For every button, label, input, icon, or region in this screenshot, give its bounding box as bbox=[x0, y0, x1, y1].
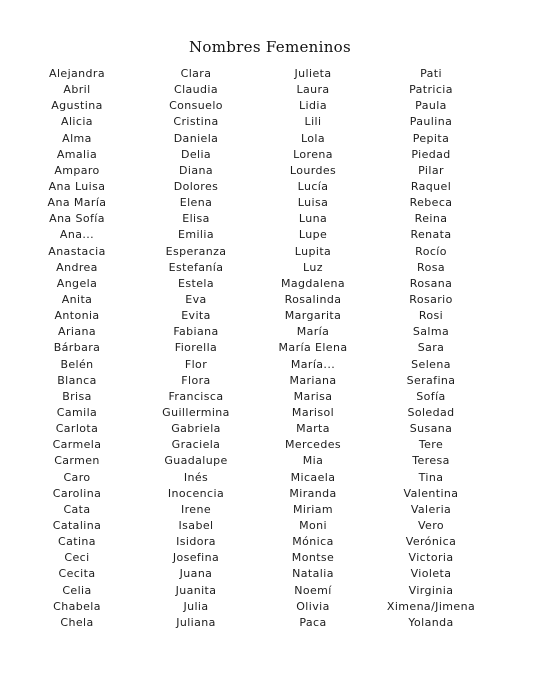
name-item: Micaela bbox=[290, 470, 336, 484]
name-item: Guillermina bbox=[162, 405, 230, 419]
name-item: Emilia bbox=[178, 228, 214, 242]
name-item: Julia bbox=[183, 599, 209, 613]
name-item: Francisca bbox=[168, 389, 224, 403]
name-item: Vero bbox=[417, 518, 445, 532]
name-item: Diana bbox=[179, 163, 213, 177]
name-item: Cata bbox=[63, 502, 91, 516]
name-item: Natalia bbox=[292, 567, 334, 581]
name-item: Catina bbox=[58, 535, 96, 549]
name-item: Camila bbox=[56, 405, 98, 419]
name-item: Rocío bbox=[415, 244, 447, 258]
name-item: Marisol bbox=[291, 405, 335, 419]
name-item: Carolina bbox=[52, 486, 102, 500]
name-item: Chela bbox=[60, 615, 94, 629]
name-item: Paulina bbox=[409, 115, 453, 129]
name-item: Belén bbox=[60, 357, 94, 371]
name-item: Rosi bbox=[418, 309, 444, 323]
page-title: Nombres Femeninos bbox=[188, 38, 351, 56]
name-item: Luisa bbox=[297, 196, 329, 210]
name-item: Olivia bbox=[296, 599, 330, 613]
name-item: Violeta bbox=[410, 567, 452, 581]
name-item: Magdalena bbox=[280, 276, 346, 290]
name-item: Abril bbox=[63, 83, 91, 97]
name-item: Victoria bbox=[408, 551, 454, 565]
name-item: Salma bbox=[412, 325, 450, 339]
name-item: Piedad bbox=[411, 147, 451, 161]
name-item: Mónica bbox=[292, 535, 334, 549]
name-item: Susana bbox=[409, 422, 453, 436]
name-item: Amparo bbox=[54, 163, 100, 177]
name-item: Rosario bbox=[409, 292, 453, 306]
name-item: Graciela bbox=[171, 438, 221, 452]
name-item: Lorena bbox=[293, 147, 333, 161]
name-item: Selena bbox=[411, 357, 451, 371]
name-item: Paca bbox=[299, 615, 327, 629]
name-item: Mercedes bbox=[284, 438, 342, 452]
name-item: Juana bbox=[179, 567, 213, 581]
name-item: María bbox=[296, 325, 330, 339]
name-item: Evita bbox=[181, 309, 211, 323]
name-item: Carlota bbox=[55, 422, 99, 436]
name-item: Mia bbox=[302, 454, 324, 468]
name-item: Claudia bbox=[173, 83, 219, 97]
name-item: Margarita bbox=[284, 309, 342, 323]
name-item: Rebeca bbox=[409, 196, 453, 210]
name-item: Laura bbox=[296, 83, 330, 97]
name-item: Consuelo bbox=[169, 99, 223, 113]
name-item: Cecita bbox=[58, 567, 96, 581]
name-item: Ana Luisa bbox=[48, 179, 106, 193]
name-item: Alicia bbox=[61, 115, 93, 129]
name-item: Dolores bbox=[173, 179, 219, 193]
name-item: Tere bbox=[418, 438, 444, 452]
name-item: Delia bbox=[180, 147, 212, 161]
name-item: Elisa bbox=[182, 212, 210, 226]
name-item: Moni bbox=[299, 518, 327, 532]
name-item: Verónica bbox=[405, 535, 457, 549]
name-item: Rosana bbox=[409, 276, 453, 290]
name-item: Serafina bbox=[406, 373, 456, 387]
name-item: Paula bbox=[415, 99, 447, 113]
name-item: Bárbara bbox=[53, 341, 101, 355]
name-item: Josefina bbox=[172, 551, 220, 565]
name-item: Lili bbox=[304, 115, 322, 129]
name-item: Julieta bbox=[294, 67, 332, 80]
name-item: Alma bbox=[62, 131, 92, 145]
name-item: Soledad bbox=[407, 405, 455, 419]
name-item: María Elena bbox=[278, 341, 348, 355]
name-item: Virginia bbox=[408, 583, 454, 597]
name-item: Flora bbox=[181, 373, 211, 387]
name-item: Fabiana bbox=[173, 325, 219, 339]
name-item: Isidora bbox=[176, 535, 216, 549]
name-item: Lupe bbox=[298, 228, 328, 242]
name-item: Raquel bbox=[410, 179, 452, 193]
name-item: Catalina bbox=[52, 518, 102, 532]
name-item: Inés bbox=[183, 470, 209, 484]
name-item: Yolanda bbox=[408, 615, 454, 629]
names-column-4 bbox=[371, 66, 491, 631]
name-item: Alejandra bbox=[49, 67, 105, 80]
name-item: María... bbox=[290, 357, 336, 371]
name-item: Lidia bbox=[299, 99, 327, 113]
name-item: Inocencia bbox=[167, 486, 225, 500]
name-item: Noemí bbox=[294, 583, 332, 597]
name-item: Ariana bbox=[58, 325, 96, 339]
names-column-2 bbox=[136, 66, 256, 631]
names-column-3 bbox=[253, 66, 373, 631]
name-item: Valentina bbox=[403, 486, 459, 500]
name-item: Isabel bbox=[178, 518, 214, 532]
names-column-1 bbox=[17, 66, 137, 631]
name-item: Fiorella bbox=[174, 341, 218, 355]
name-item: Valeria bbox=[410, 502, 452, 516]
name-item: Pilar bbox=[418, 163, 444, 177]
name-item: Lupita bbox=[294, 244, 332, 258]
name-item: Estela bbox=[178, 276, 214, 290]
name-item: Flor bbox=[184, 357, 208, 371]
name-item: Reina bbox=[414, 212, 448, 226]
name-item: Ceci bbox=[64, 551, 90, 565]
name-item: Mariana bbox=[289, 373, 337, 387]
name-item: Carmela bbox=[52, 438, 102, 452]
name-item: Rosa bbox=[417, 260, 445, 274]
name-item: Celia bbox=[62, 583, 92, 597]
name-item: Agustina bbox=[51, 99, 103, 113]
name-item: Chabela bbox=[53, 599, 101, 613]
name-item: Cristina bbox=[173, 115, 219, 129]
name-item: Juliana bbox=[176, 615, 216, 629]
name-item: Lourdes bbox=[289, 163, 337, 177]
name-item: Montse bbox=[291, 551, 335, 565]
name-item: Anita bbox=[61, 292, 93, 306]
name-item: Teresa bbox=[412, 454, 450, 468]
name-item: Juanita bbox=[175, 583, 217, 597]
name-item: Patricia bbox=[409, 83, 453, 97]
name-item: Pati bbox=[420, 67, 442, 80]
name-item: Ana Sofía bbox=[49, 212, 105, 226]
name-item: Brisa bbox=[62, 389, 92, 403]
name-item: Ana... bbox=[59, 228, 95, 242]
name-item: Andrea bbox=[56, 260, 98, 274]
name-item: Caro bbox=[63, 470, 91, 484]
name-item: Renata bbox=[410, 228, 452, 242]
name-item: Luz bbox=[303, 260, 323, 274]
name-item: Miranda bbox=[289, 486, 337, 500]
name-item: Blanca bbox=[57, 373, 97, 387]
name-item: Gabriela bbox=[171, 422, 221, 436]
name-item: Antonia bbox=[54, 309, 100, 323]
name-item: Angela bbox=[56, 276, 98, 290]
name-item: Miriam bbox=[293, 502, 333, 516]
name-item: Marisa bbox=[293, 389, 333, 403]
name-item: Sara bbox=[417, 341, 445, 355]
name-item: Esperanza bbox=[165, 244, 227, 258]
name-item: Anastacia bbox=[48, 244, 106, 258]
name-item: Lola bbox=[300, 131, 326, 145]
name-item: Carmen bbox=[54, 454, 100, 468]
name-item: Lucía bbox=[297, 179, 329, 193]
name-item: Pepita bbox=[412, 131, 450, 145]
name-item: Guadalupe bbox=[164, 454, 228, 468]
name-item: Daniela bbox=[173, 131, 219, 145]
name-item: Tina bbox=[418, 470, 444, 484]
name-item: Elena bbox=[179, 196, 213, 210]
name-item: Rosalinda bbox=[284, 292, 342, 306]
name-item: Ana María bbox=[47, 196, 107, 210]
name-item: Ximena/Jimena bbox=[386, 599, 476, 613]
name-item: Clara bbox=[180, 67, 212, 80]
name-item: Irene bbox=[180, 502, 212, 516]
name-item: Eva bbox=[185, 292, 207, 306]
name-item: Estefanía bbox=[168, 260, 224, 274]
name-item: Amalia bbox=[56, 147, 98, 161]
name-item: Luna bbox=[298, 212, 328, 226]
name-item: Marta bbox=[296, 422, 330, 436]
name-item: Sofía bbox=[416, 389, 446, 403]
